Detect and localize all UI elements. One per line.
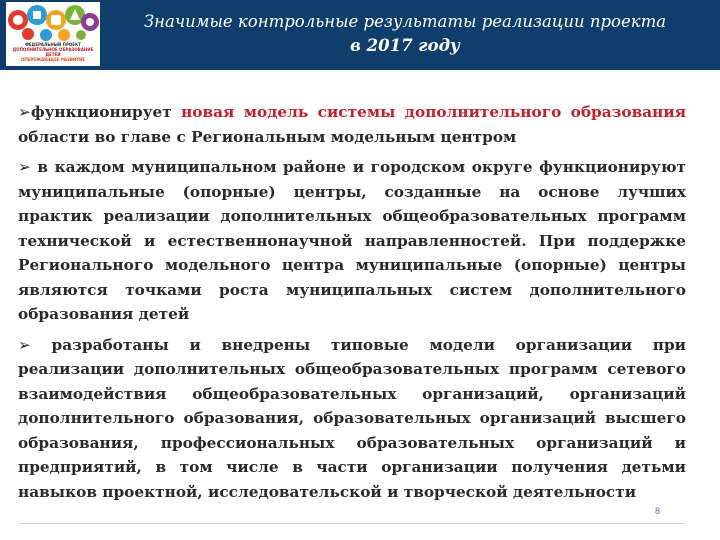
arrow-bullet-icon: ➢ [18, 158, 31, 176]
paragraph-1-lead: функционирует [30, 103, 182, 121]
logo-caption-1: ФЕДЕРАЛЬНЫЙ ПРОЕКТ [24, 42, 82, 47]
page-number: 8 [655, 506, 661, 516]
slide-title [110, 10, 700, 58]
slide-title-line-2: в 2017 году [350, 36, 460, 55]
paragraph-1-highlight: новая модель системы дополнительного образования [181, 103, 686, 121]
slide-header [0, 0, 720, 70]
paragraph-1-text: области во главе с Региональным модельным центром [18, 127, 517, 146]
bullet-paragraph-3 [18, 333, 686, 505]
project-logo [6, 2, 100, 66]
bullet-paragraph-1 [18, 100, 686, 149]
paragraph-3-text: разработаны и внедрены типовые модели организации при реализации дополнительных общеобразовательных программ сетевого взаимодействия общеобразовательных организаций, организаций дополнительного образования, образовательных организаций высшего образования, профессиональных образовательных организаций и предприятий, в том числе в части организации получения детьми навыков проектной, исследовательской и творческой деятельности [18, 335, 686, 501]
arrow-bullet-icon: ➢ [18, 335, 31, 354]
slide-body [18, 100, 686, 510]
logo-caption-2: ДОПОЛНИТЕЛЬНОЕ ОБРАЗОВАНИЕ [12, 47, 94, 52]
footer-divider [18, 523, 686, 524]
bullet-paragraph-2 [18, 155, 686, 327]
paragraph-3-lead [31, 336, 52, 354]
paragraph-2-text: в каждом муниципальном районе и городском округе функционируют муниципальные (опорные) центры, созданные на основе лучших практик реализации дополнительных общеобразовательных программ технической и естественнонаучной направленностей. При поддержке Регионального модельного центра муниципальные (опорные) центры являются точками роста муниципальных систем дополнительного образования детей [18, 158, 687, 323]
logo-caption-4: ОПЕРЕЖАЮЩЕЕ РАЗВИТИЕ [20, 57, 86, 62]
arrow-bullet-icon: ➢ [18, 103, 31, 121]
slide-title-line-1: Значимые контрольные результаты реализации проекта [143, 12, 667, 31]
logo-emblem-icon [6, 2, 100, 42]
logo-caption-3: ДЕТЕЙ [45, 52, 61, 57]
